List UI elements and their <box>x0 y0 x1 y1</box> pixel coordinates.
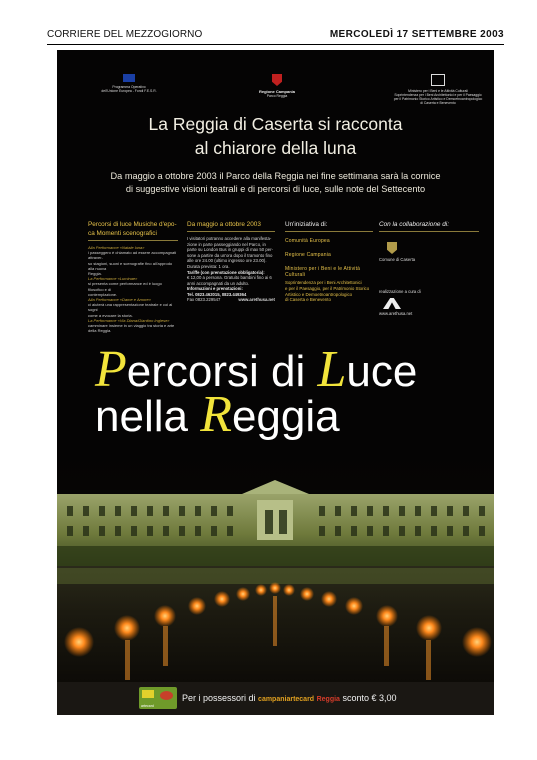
schedule-paragraph <box>187 236 275 270</box>
performance-description: si presenta come performance ed è luogo filosofico e di <box>88 281 162 292</box>
ministry-emblem-icon <box>431 74 445 86</box>
performance-description: i passeggero è chiamato ad essere accompagnati attraver- <box>88 250 177 261</box>
schedule-line-6: Durata prevista: 1 ora. <box>187 263 230 269</box>
offer-text <box>182 693 397 703</box>
info-title: Informazioni e prenotazioni: <box>187 286 243 292</box>
performance-title: Alla Performance «Dame e Amore» <box>88 297 151 303</box>
offer-brand-reggia: Reggia <box>316 696 340 703</box>
ministry-logo-text-3: per il Patrimonio Storico Artistico e Demoetnoantropologico di Caserta e Benevento <box>393 97 483 105</box>
title-rest-l: uce <box>346 347 418 396</box>
schedule-column <box>187 220 275 330</box>
performance-title: La Performance «Luminae» <box>88 276 138 282</box>
ministry-logo-text-2: Soprintendenza per i Beni Architettonici e per il Paesaggio <box>394 93 482 97</box>
fax-number: Fax 0823.229547 <box>187 296 221 302</box>
promoter-ministry <box>285 266 373 278</box>
comune-name: Comune di Caserta <box>379 257 416 262</box>
schedule-title: Da maggio a ottobre 2003 <box>187 220 275 232</box>
realized-by-label: realizzazione a cura di <box>379 288 421 294</box>
masthead <box>47 28 504 45</box>
website-link[interactable]: www.arethusa.net <box>238 296 275 302</box>
intro-line-1: Da maggio a ottobre 2003 il Parco della Reggia nei fine settimana sarà la cornice <box>110 171 441 181</box>
artecard-logo <box>139 687 177 709</box>
promoters-title: Un'iniziativa di: <box>285 220 373 232</box>
region-logo <box>242 74 312 104</box>
intro-line-2: di suggestive visioni teatrali e di percorsi di luce, sulle note del Settecento <box>125 184 426 194</box>
schedule-line-2: zione in parte passeggiando nel Parco, in <box>187 241 266 247</box>
eu-logo-text-2: dell'Unione Europea - Fondi F.E.S.R. <box>101 89 157 93</box>
performance-description: camminare insieme in un viaggio tra storia e arte della Reggia. <box>88 323 175 334</box>
reggia-night-photo <box>57 450 494 682</box>
tariff-line-2: anni accompagnati da un adulto. <box>187 280 250 286</box>
eu-logo-text-1: Programma Operativo <box>112 85 146 89</box>
program-column <box>88 220 178 334</box>
offer-discount-label: sconto <box>342 693 369 703</box>
schedule-line-4: sone a partire da un'ora dopo il tramonto fino <box>187 252 273 258</box>
region-logo-text-2: Parco Reggia <box>266 94 288 98</box>
title-cap-l: L <box>317 341 347 398</box>
headline <box>57 112 494 160</box>
title-cap-r: R <box>200 386 232 443</box>
schedule-line-1: I visitatori potranno accedere alla manifesta- <box>187 236 272 241</box>
title-rest-p: ercorsi di <box>126 347 318 396</box>
superintendency-line-1: Soprintendenza per i Beni Architettonici <box>285 280 362 285</box>
superintendency-line-3: Artistico e Demoetnoantropologico <box>285 291 353 297</box>
eu-flag-icon <box>123 74 135 82</box>
collaboration-column <box>379 220 479 330</box>
artecard-logo-circle <box>160 691 173 700</box>
performance-description: contemplazione. <box>88 291 118 297</box>
performance-title: Alla Performance «Natale luna» <box>88 245 145 250</box>
program-title-line-2: ca Momenti scenografici <box>88 230 157 237</box>
headline-line-1: La Reggia di Caserta si racconta <box>148 114 403 134</box>
promoters-column <box>285 220 373 330</box>
schedule-line-5: alle ore 24.00 (ultimo ingresso ore 23.00). <box>187 258 267 264</box>
performance-description: come a evocare la storia. <box>88 312 133 318</box>
advertisement-poster <box>57 50 494 715</box>
eu-logo <box>89 74 169 104</box>
offer-banner <box>57 682 494 715</box>
promoter-ministry-line-1: Ministero per i Beni e le Attività <box>285 266 361 272</box>
promoter-region: Regione Campania <box>285 252 332 258</box>
schedule-line-3: parte su London Bus in gruppi di max 50 per- <box>187 247 273 253</box>
ministry-logo-text-1: Ministero per i Beni e le Attività Culturali <box>408 89 468 93</box>
issue-date: MERCOLEDÌ 17 SETTEMBRE 2003 <box>329 29 504 40</box>
superintendency-line-2: e per il Paesaggio, per il Patrimonio Storico <box>285 285 370 291</box>
region-logo-text-1: Regione Campania <box>258 89 295 94</box>
program-title-line-1: Percorsi di luce Musiche d'epo- <box>88 221 177 228</box>
performance-description: ci aiuterà una rappresentazione teatrale e coi ai sogni <box>88 302 173 313</box>
intro-text <box>57 170 494 196</box>
tariff-title: Tariffe (con prenotazione obbligatoria): <box>187 269 265 275</box>
fax-row <box>187 297 275 303</box>
producer-site[interactable]: www.arethusa.net <box>379 311 413 316</box>
performance-description: Reggia. <box>88 271 102 277</box>
region-crest-icon <box>272 74 282 86</box>
artecard-logo-square <box>142 690 154 698</box>
program-lines <box>88 245 178 333</box>
promoter-ministry-line-2: Culturali <box>285 272 306 278</box>
headline-line-2: al chiarore della luna <box>194 138 357 158</box>
performance-title: La Performance «Via Diana/Giardino Inglese» <box>88 317 170 323</box>
ministry-logo <box>393 74 483 104</box>
artecard-logo-text: artecard <box>141 704 154 708</box>
title-word-nella: nella <box>95 392 201 441</box>
program-title <box>88 220 178 241</box>
event-title-line-2 <box>95 386 340 443</box>
performance-description: so stagioni, suoni e scenografie fino all'approdo alla nuova <box>88 260 173 271</box>
superintendency-line-4: di Caserta e Benevento <box>285 297 331 303</box>
title-rest-r: eggia <box>231 392 340 441</box>
offer-prefix: Per i possessori di <box>182 693 256 703</box>
tariff-line-1: € 12,00 a persona. Gratuito bambini fino ai 6 <box>187 274 272 280</box>
event-title-line-1 <box>95 341 418 398</box>
title-cap-p: P <box>95 341 127 398</box>
collaboration-title: Con la collaborazione di: <box>379 220 479 232</box>
offer-brand-artecard: campaniartecard <box>258 696 315 703</box>
newspaper-name: CORRIERE DEL MEZZOGIORNO <box>47 29 203 40</box>
producer-logo-icon <box>383 298 401 309</box>
promoter-eu: Comunità Europea <box>285 238 330 244</box>
offer-price: € 3,00 <box>371 693 397 703</box>
event-title <box>57 341 494 456</box>
comune-crest-icon <box>387 242 397 254</box>
phone-numbers: Tel. 0823.462015, 0823.449364 <box>187 291 247 297</box>
